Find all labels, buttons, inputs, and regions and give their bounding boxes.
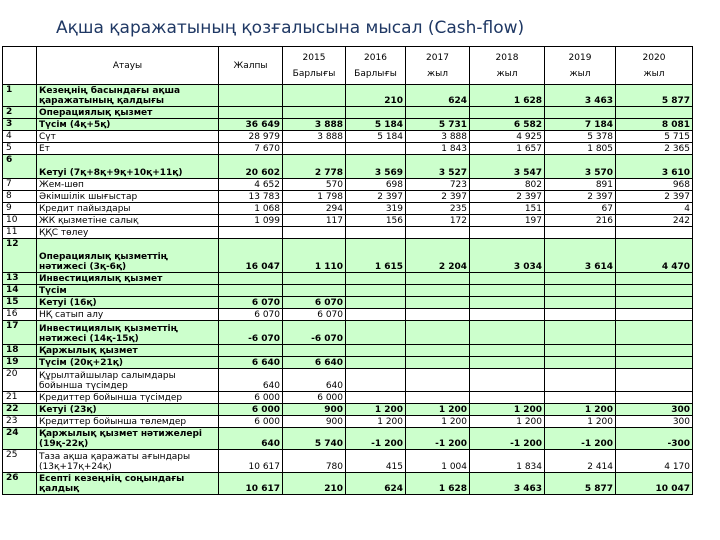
row-number: 1	[3, 85, 37, 107]
row-value: 5 184	[346, 119, 406, 131]
row-value: 1 805	[545, 143, 616, 155]
page-title: Ақша қаражатының қозғалысына мысал (Cash-flow)	[56, 18, 525, 38]
table-row	[3, 357, 693, 369]
row-value	[545, 107, 616, 119]
row-value: 2 778	[283, 155, 346, 179]
header-year: 2018	[495, 52, 519, 63]
row-value	[283, 285, 346, 297]
row-value: 4 170	[616, 450, 693, 473]
row-value	[283, 107, 346, 119]
row-number: 17	[3, 321, 37, 345]
row-name: Кредит пайыздары	[37, 203, 219, 215]
row-value: 2 397	[470, 191, 545, 203]
row-name: Инвестициялық қызмет	[37, 273, 219, 285]
row-total: 6 070	[219, 309, 283, 321]
header-year-cell	[283, 47, 346, 85]
table-row	[3, 297, 693, 309]
row-value	[545, 369, 616, 392]
row-value: 5 877	[616, 85, 693, 107]
row-value	[545, 321, 616, 345]
row-value	[470, 357, 545, 369]
row-value: 2 397	[545, 191, 616, 203]
row-value: 1 843	[406, 143, 470, 155]
row-value: 8 081	[616, 119, 693, 131]
row-total: 6 070	[219, 297, 283, 309]
row-value: 1 200	[545, 416, 616, 428]
row-total: 6 000	[219, 392, 283, 404]
row-name: Ет	[37, 143, 219, 155]
row-value	[616, 357, 693, 369]
row-value	[283, 85, 346, 107]
row-value	[545, 357, 616, 369]
header-year-cell	[470, 47, 545, 85]
row-value	[470, 107, 545, 119]
row-number: 13	[3, 273, 37, 285]
row-value: 570	[283, 179, 346, 191]
row-value	[616, 285, 693, 297]
table-row	[3, 416, 693, 428]
row-value: 3 888	[406, 131, 470, 143]
row-value: 3 547	[470, 155, 545, 179]
row-total: 1 099	[219, 215, 283, 227]
row-value: 319	[346, 203, 406, 215]
table-row	[3, 119, 693, 131]
row-name: Операциялық қызмет	[37, 107, 219, 119]
row-name: Әкімшілік шығыстар	[37, 191, 219, 203]
row-value: 968	[616, 179, 693, 191]
row-value: 624	[406, 85, 470, 107]
row-value: 6 070	[283, 297, 346, 309]
table-header	[3, 47, 693, 85]
row-number: 4	[3, 131, 37, 143]
row-value: 67	[545, 203, 616, 215]
row-value: 1 004	[406, 450, 470, 473]
row-value: 3 610	[616, 155, 693, 179]
cash-flow-table	[2, 46, 693, 495]
row-value: 210	[283, 473, 346, 495]
row-value: 5 731	[406, 119, 470, 131]
row-total: 20 602	[219, 155, 283, 179]
row-total: 10 617	[219, 473, 283, 495]
row-value: 151	[470, 203, 545, 215]
table-row	[3, 392, 693, 404]
row-name: Кредиттер бойынша төлемдер	[37, 416, 219, 428]
row-total: 28 979	[219, 131, 283, 143]
row-value	[406, 285, 470, 297]
row-number: 9	[3, 203, 37, 215]
row-value: 6 000	[283, 392, 346, 404]
row-value	[346, 357, 406, 369]
row-value	[406, 345, 470, 357]
row-value: 1 200	[346, 404, 406, 416]
row-total	[219, 107, 283, 119]
header-year-sub: Барлығы	[292, 68, 336, 79]
table-row	[3, 273, 693, 285]
row-value: 2 397	[346, 191, 406, 203]
row-value	[470, 227, 545, 239]
table-row	[3, 143, 693, 155]
row-value	[406, 392, 470, 404]
row-number: 18	[3, 345, 37, 357]
row-value: 1 200	[346, 416, 406, 428]
row-value	[545, 297, 616, 309]
table-row	[3, 191, 693, 203]
row-number: 20	[3, 369, 37, 392]
row-value: -1 200	[470, 428, 545, 450]
row-total: 36 649	[219, 119, 283, 131]
row-value	[616, 321, 693, 345]
row-number: 11	[3, 227, 37, 239]
row-value: 1 798	[283, 191, 346, 203]
row-value: 1 200	[545, 404, 616, 416]
row-number: 25	[3, 450, 37, 473]
header-year-sub: жыл	[427, 68, 448, 79]
row-name: Кетуі (16қ)	[37, 297, 219, 309]
row-value: 3 463	[470, 473, 545, 495]
row-name: Түсім (20қ+21қ)	[37, 357, 219, 369]
table-row	[3, 285, 693, 297]
row-value: 2 397	[406, 191, 470, 203]
row-value	[616, 369, 693, 392]
header-year-sub: жыл	[569, 68, 591, 79]
row-value	[470, 309, 545, 321]
row-value: 216	[545, 215, 616, 227]
table-row	[3, 239, 693, 273]
row-number: 5	[3, 143, 37, 155]
row-name: Операциялық қызметтің нәтижесі (3қ-6қ)	[37, 239, 219, 273]
table-row	[3, 450, 693, 473]
header-year-cell	[616, 47, 693, 85]
row-value: 6 582	[470, 119, 545, 131]
row-name: Қаржылық қызмет нәтижелері (19қ-22қ)	[37, 428, 219, 450]
row-value: 3 888	[283, 131, 346, 143]
header-year: 2019	[568, 52, 592, 63]
row-value: 2 414	[545, 450, 616, 473]
row-number: 24	[3, 428, 37, 450]
row-value: 3 569	[346, 155, 406, 179]
row-value: 1 200	[470, 404, 545, 416]
row-value: 4	[616, 203, 693, 215]
row-number: 6	[3, 155, 37, 179]
row-value	[346, 273, 406, 285]
row-value: 5 740	[283, 428, 346, 450]
row-number: 26	[3, 473, 37, 495]
row-value: 1 657	[470, 143, 545, 155]
row-name: Таза ақша қаражаты ағындары (13қ+17қ+24қ)	[37, 450, 219, 473]
row-value	[470, 321, 545, 345]
row-value: 5 715	[616, 131, 693, 143]
row-number: 3	[3, 119, 37, 131]
row-value	[406, 309, 470, 321]
row-value	[470, 285, 545, 297]
table-row	[3, 131, 693, 143]
row-value	[346, 297, 406, 309]
row-value: -1 200	[346, 428, 406, 450]
row-number: 16	[3, 309, 37, 321]
row-number: 12	[3, 239, 37, 273]
row-value: 900	[283, 404, 346, 416]
table-row	[3, 473, 693, 495]
row-value	[346, 107, 406, 119]
row-value: 1 200	[406, 416, 470, 428]
row-value: 156	[346, 215, 406, 227]
row-number: 21	[3, 392, 37, 404]
row-name: Кетуі (23қ)	[37, 404, 219, 416]
row-name: Түсім	[37, 285, 219, 297]
row-value: 197	[470, 215, 545, 227]
row-value	[346, 345, 406, 357]
row-value	[545, 273, 616, 285]
header-year-cell	[346, 47, 406, 85]
row-value	[406, 357, 470, 369]
row-value	[545, 392, 616, 404]
row-name: Түсім (4қ+5қ)	[37, 119, 219, 131]
row-number: 2	[3, 107, 37, 119]
table-row	[3, 321, 693, 345]
row-value	[470, 297, 545, 309]
row-number: 19	[3, 357, 37, 369]
row-value	[406, 273, 470, 285]
header-year-cell	[545, 47, 616, 85]
table-row	[3, 203, 693, 215]
row-value	[283, 227, 346, 239]
row-total	[219, 85, 283, 107]
row-value	[470, 273, 545, 285]
table-row	[3, 404, 693, 416]
row-name: Қаржылық қызмет	[37, 345, 219, 357]
row-total	[219, 345, 283, 357]
row-value: 1 628	[470, 85, 545, 107]
row-number: 7	[3, 179, 37, 191]
table-row	[3, 227, 693, 239]
row-value	[346, 285, 406, 297]
header-year: 2017	[426, 52, 449, 63]
row-name: Кетуі (7қ+8қ+9қ+10қ+11қ)	[37, 155, 219, 179]
row-name: Кредиттер бойынша түсімдер	[37, 392, 219, 404]
row-value: 3 570	[545, 155, 616, 179]
row-value	[616, 392, 693, 404]
row-total: 13 783	[219, 191, 283, 203]
row-value: 698	[346, 179, 406, 191]
row-value	[406, 227, 470, 239]
row-value	[545, 345, 616, 357]
row-value: -1 200	[406, 428, 470, 450]
row-value: 5 184	[346, 131, 406, 143]
row-value: 2 204	[406, 239, 470, 273]
row-total	[219, 273, 283, 285]
row-value	[545, 285, 616, 297]
row-number: 23	[3, 416, 37, 428]
table-row	[3, 155, 693, 179]
row-value	[406, 107, 470, 119]
row-number: 14	[3, 285, 37, 297]
row-value: 10 047	[616, 473, 693, 495]
row-value: 2 397	[616, 191, 693, 203]
row-value: 117	[283, 215, 346, 227]
header-total-cell: Жалпы	[219, 47, 283, 85]
header-year-sub: жыл	[496, 68, 518, 79]
row-value	[616, 345, 693, 357]
row-total: 640	[219, 428, 283, 450]
row-name: НҚ сатып алу	[37, 309, 219, 321]
row-total: 4 652	[219, 179, 283, 191]
row-value: 5 378	[545, 131, 616, 143]
row-value: 3 463	[545, 85, 616, 107]
row-value: 900	[283, 416, 346, 428]
row-value: -6 070	[283, 321, 346, 345]
row-value: 624	[346, 473, 406, 495]
row-value	[470, 369, 545, 392]
row-value: 1 200	[470, 416, 545, 428]
row-value: 1 834	[470, 450, 545, 473]
row-name: Есепті кезеңнің соңындағы қалдық	[37, 473, 219, 495]
row-value	[470, 345, 545, 357]
row-value	[616, 227, 693, 239]
row-value	[616, 107, 693, 119]
row-value: 7 184	[545, 119, 616, 131]
header-year: 2016	[364, 52, 387, 63]
row-number: 8	[3, 191, 37, 203]
row-value: 235	[406, 203, 470, 215]
row-name: ЖК қызметіне салық	[37, 215, 219, 227]
row-total	[219, 227, 283, 239]
row-value: -1 200	[545, 428, 616, 450]
table-row	[3, 309, 693, 321]
row-value	[346, 321, 406, 345]
header-num-cell	[3, 47, 37, 85]
row-value: 1 200	[406, 404, 470, 416]
row-name: ҚҚС төлеу	[37, 227, 219, 239]
row-value	[545, 309, 616, 321]
row-value	[346, 369, 406, 392]
row-value: 242	[616, 215, 693, 227]
row-value: 1 110	[283, 239, 346, 273]
row-value: 3 527	[406, 155, 470, 179]
row-value	[406, 369, 470, 392]
row-value	[406, 297, 470, 309]
row-total: 16 047	[219, 239, 283, 273]
row-value: 4 925	[470, 131, 545, 143]
row-value	[283, 273, 346, 285]
row-total: -6 070	[219, 321, 283, 345]
row-value	[283, 345, 346, 357]
row-value: 300	[616, 416, 693, 428]
row-value	[406, 321, 470, 345]
row-value: 1 615	[346, 239, 406, 273]
row-name: Жем-шөп	[37, 179, 219, 191]
row-value: 3 888	[283, 119, 346, 131]
row-total: 7 670	[219, 143, 283, 155]
header-year: 2020	[642, 52, 666, 63]
row-total: 640	[219, 369, 283, 392]
row-value: 723	[406, 179, 470, 191]
row-value	[283, 143, 346, 155]
row-value: 300	[616, 404, 693, 416]
row-value: 780	[283, 450, 346, 473]
row-total: 6 640	[219, 357, 283, 369]
row-value: 640	[283, 369, 346, 392]
row-number: 22	[3, 404, 37, 416]
row-name: Құрылтайшылар салымдары бойынша түсімдер	[37, 369, 219, 392]
row-value	[616, 273, 693, 285]
row-value: 415	[346, 450, 406, 473]
row-value	[346, 309, 406, 321]
row-name: Сүт	[37, 131, 219, 143]
row-value: 3 614	[545, 239, 616, 273]
header-name-cell: Атауы	[37, 47, 219, 85]
row-value	[545, 227, 616, 239]
table-row	[3, 215, 693, 227]
row-value: 3 034	[470, 239, 545, 273]
row-value: 6 070	[283, 309, 346, 321]
table-row	[3, 428, 693, 450]
row-number: 15	[3, 297, 37, 309]
table-row	[3, 345, 693, 357]
row-value	[346, 143, 406, 155]
header-year-cell	[406, 47, 470, 85]
row-value: 294	[283, 203, 346, 215]
table-row	[3, 369, 693, 392]
row-value: 1 628	[406, 473, 470, 495]
row-total: 6 000	[219, 404, 283, 416]
header-year: 2015	[302, 52, 326, 63]
row-total: 6 000	[219, 416, 283, 428]
row-value	[616, 309, 693, 321]
row-name: Кезеңнің басындағы ақша қаражатының қалдығы	[37, 85, 219, 107]
table-row	[3, 85, 693, 107]
row-value: 172	[406, 215, 470, 227]
row-value	[470, 392, 545, 404]
row-name: Инвестициялық қызметтің нәтижесі (14қ-15қ)	[37, 321, 219, 345]
row-total: 1 068	[219, 203, 283, 215]
row-value: 6 640	[283, 357, 346, 369]
row-value: 5 877	[545, 473, 616, 495]
header-year-sub: Барлығы	[354, 68, 397, 79]
header-year-sub: жыл	[643, 68, 665, 79]
row-total: 10 617	[219, 450, 283, 473]
row-total	[219, 285, 283, 297]
row-value	[346, 227, 406, 239]
table-row	[3, 107, 693, 119]
row-value: 802	[470, 179, 545, 191]
row-value: 891	[545, 179, 616, 191]
row-number: 10	[3, 215, 37, 227]
row-value	[346, 392, 406, 404]
row-value	[616, 297, 693, 309]
row-value: 2 365	[616, 143, 693, 155]
row-value: 4 470	[616, 239, 693, 273]
row-value: 210	[346, 85, 406, 107]
row-value: -300	[616, 428, 693, 450]
table-row	[3, 179, 693, 191]
